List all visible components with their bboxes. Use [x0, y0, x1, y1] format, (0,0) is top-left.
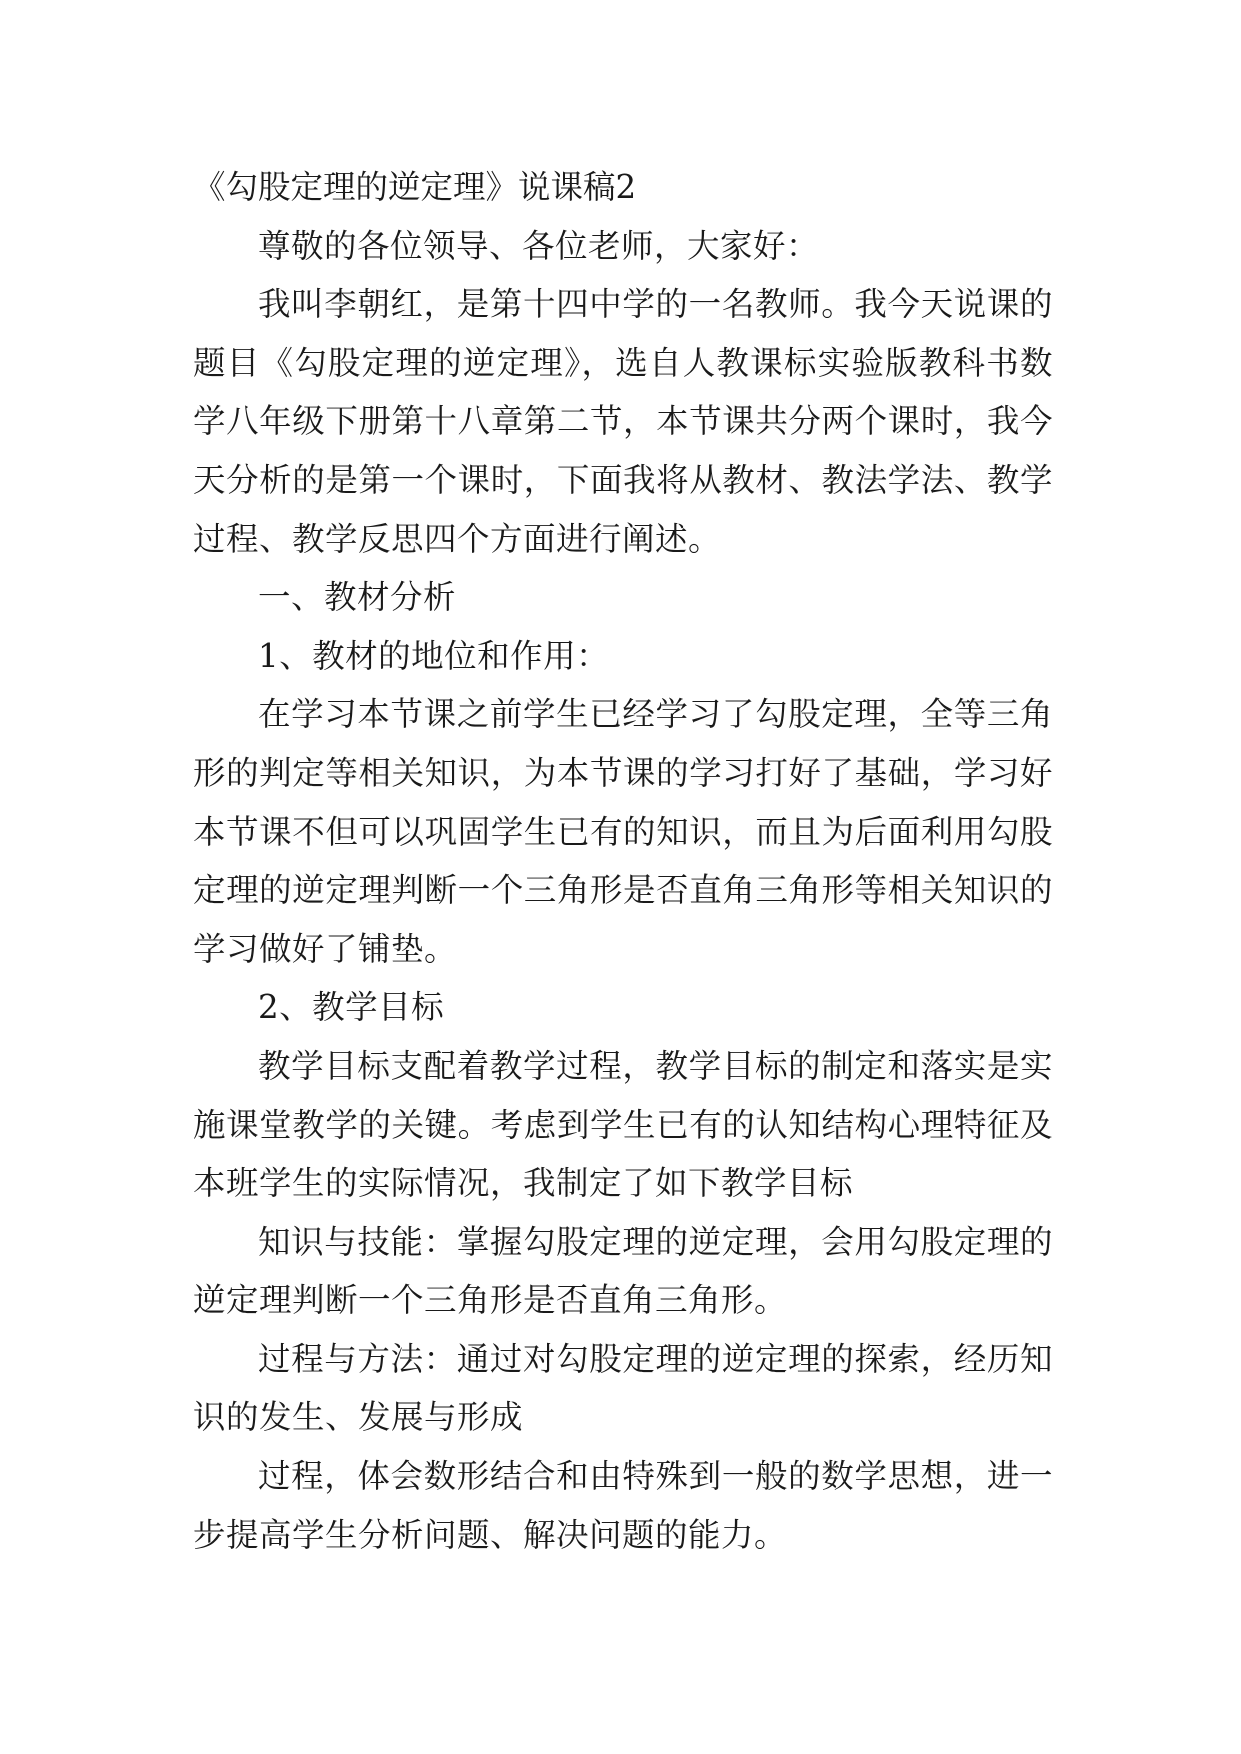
subsection-heading-teaching-goals: 2、教学目标: [258, 988, 445, 1027]
paragraph-knowledge-and-skills: 知识与技能：掌握勾股定理的逆定理，会用勾股定理的逆定理判断一个三角形是否直角三角形。: [193, 1222, 1053, 1320]
paragraph-process-continued: 过程，体会数形结合和由特殊到一般的数学思想，进一步提高学生分析问题、解决问题的能力。: [193, 1457, 1053, 1554]
section-heading-textbook-analysis: 一、教材分析: [258, 578, 457, 617]
paragraph-process-and-method: 过程与方法：通过对勾股定理的逆定理的探索，经历知识的发生、发展与形成: [193, 1339, 1053, 1437]
paragraph-greeting: 尊敬的各位领导、各位老师，大家好：: [258, 226, 820, 265]
subsection-heading-status-and-role: 1、教材的地位和作用：: [258, 636, 610, 675]
paragraph-status-and-role: 在学习本节课之前学生已经学习了勾股定理，全等三角形的判定等相关知识，为本节课的学习打好了基础，学习好本节课不但可以巩固学生已有的知识，而且为后面利用勾股定理的逆定理判断一个三角形是否直角三角形等相关知识的学习做好了铺垫。: [193, 695, 1053, 968]
document-title: 《勾股定理的逆定理》说课稿2: [193, 168, 637, 206]
paragraph-teaching-goals: 教学目标支配着教学过程，教学目标的制定和落实是实施课堂教学的关键。考虑到学生已有的认知结构心理特征及本班学生的实际情况，我制定了如下教学目标: [193, 1046, 1053, 1203]
paragraph-introduction: 我叫李朝红，是第十四中学的一名教师。我今天说课的题目《勾股定理的逆定理》，选自人教课标实验版教科书数学八年级下册第十八章第二节，本节课共分两个课时，我今天分析的是第一个课时，下面我将从教材、教法学法、教学过程、教学反思四个方面进行阐述。: [193, 285, 1053, 558]
document-page: [193, 158, 1053, 1564]
